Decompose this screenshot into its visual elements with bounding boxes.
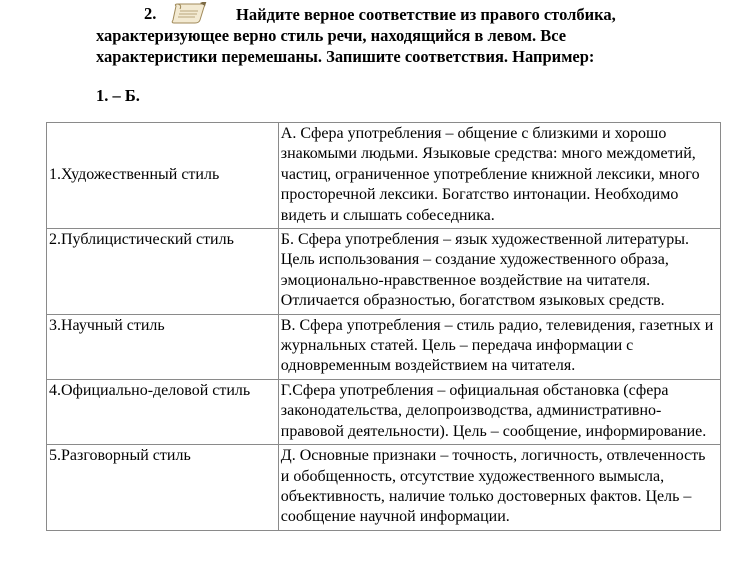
description-cell: А. Сфера употребления – общение с близкими и хорошо знакомыми людьми. Языковые средства: много междометий, частиц, ограниченное употребление книжной лексики, много просторечной лексики. Богатство интонации. Необходимо видеть и слышать собеседника. xyxy=(278,123,720,229)
task-line-2: характеризующее верно стиль речи, находящийся в левом. Все xyxy=(96,26,567,45)
table-row xyxy=(47,314,721,379)
style-cell: 4.Официально-деловой стиль xyxy=(47,379,279,444)
example-answer: 1. – Б. xyxy=(96,86,140,105)
style-cell: 5.Разговорный стиль xyxy=(47,445,279,531)
task-line-1: Найдите верное соответствие из правого столбика, xyxy=(236,5,616,24)
task-number: 2. xyxy=(144,4,157,23)
table-row xyxy=(47,123,721,229)
matching-table xyxy=(46,122,721,531)
description-cell: Б. Сфера употребления – язык художественной литературы. Цель использования – создание художественного образа, эмоционально-нравственное воздействие на читателя. Отличается образностью, богатством языковых средств. xyxy=(278,229,720,315)
description-cell: В. Сфера употребления – стиль радио, телевидения, газетных и журнальных статей. Цель – передача информации с одновременным воздействием на читателя. xyxy=(278,314,720,379)
description-cell: Г.Сфера употребления – официальная обстановка (сфера законодательства, делопроизводства, административно-правовой деятельности). Цель – сообщение, информирование. xyxy=(278,379,720,444)
style-cell: 1.Художественный стиль xyxy=(47,123,279,229)
task-instructions xyxy=(96,4,696,67)
table-row xyxy=(47,445,721,531)
style-cell: 2.Публицистический стиль xyxy=(47,229,279,315)
table-row xyxy=(47,379,721,444)
style-cell: 3.Научный стиль xyxy=(47,314,279,379)
table-row xyxy=(47,229,721,315)
description-cell: Д. Основные признаки – точность, логичность, отвлеченность и обобщенность, отсутствие художественного вымысла, объективность, наличие только достоверных фактов. Цель – сообщение научной информации. xyxy=(278,445,720,531)
task-line-3: характеристики перемешаны. Запишите соответствия. Например: xyxy=(96,47,595,66)
